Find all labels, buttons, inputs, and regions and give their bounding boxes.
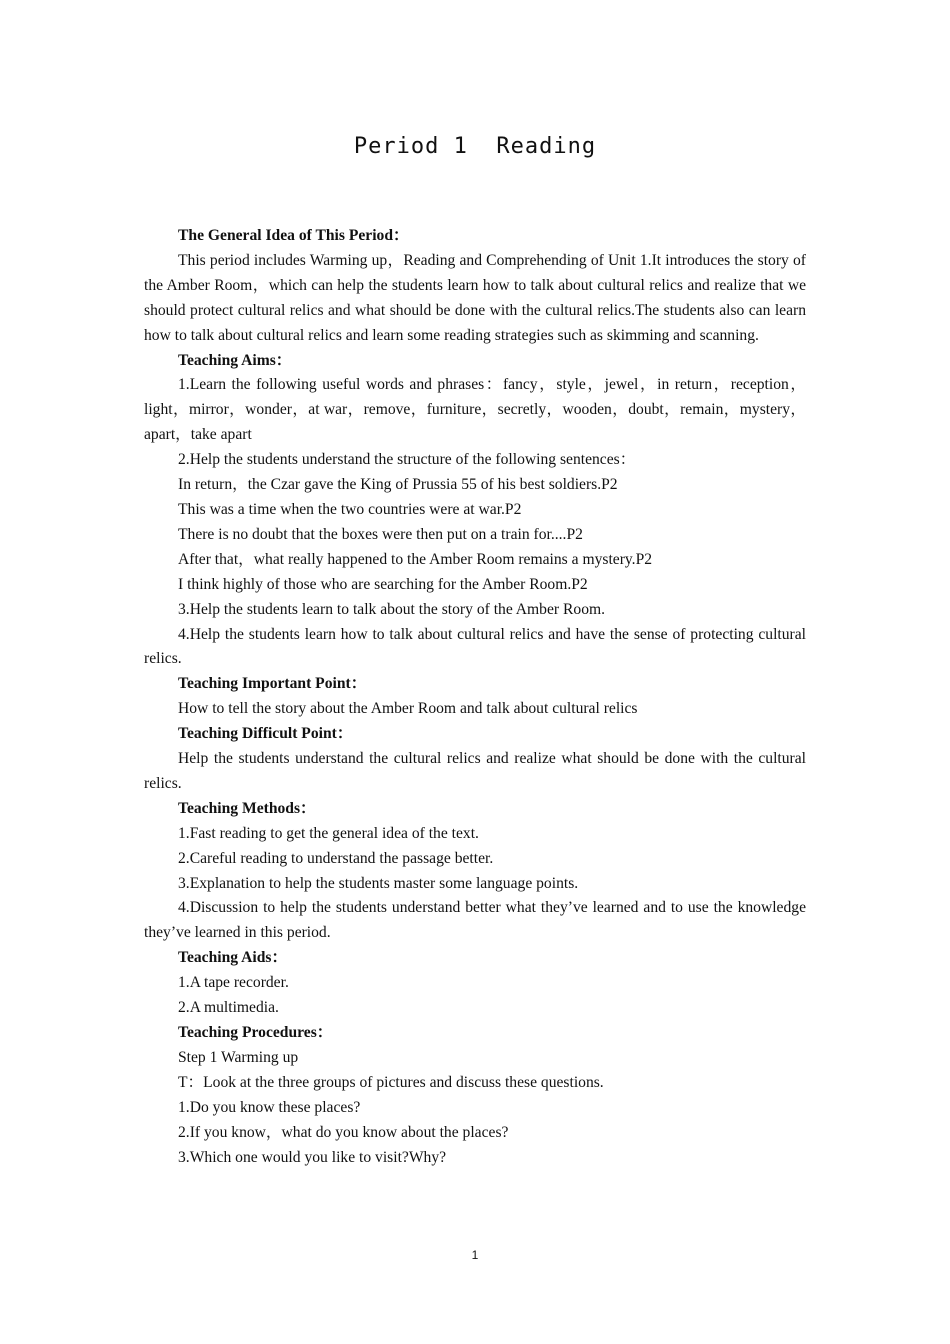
aids-heading: Teaching Aids： <box>178 949 288 967</box>
procedures-item: 2.If you know，what do you know about the places? <box>178 1123 509 1141</box>
methods-item: 2.Careful reading to understand the passage better. <box>178 849 494 867</box>
teaching-aims-heading: Teaching Aims： <box>178 351 292 369</box>
difficult-point-text: Help the students understand the cultural relics and realize what should be done with the cultural relics. <box>144 750 806 792</box>
aims-item: This was a time when the two countries were at war.P2 <box>178 500 522 518</box>
aims-item: After that，what really happened to the Amber Room remains a mystery.P2 <box>178 550 653 568</box>
important-point-heading: Teaching Important Point： <box>178 675 367 693</box>
aids-item: 2.A multimedia. <box>178 999 279 1017</box>
methods-item: 1.Fast reading to get the general idea of the text. <box>178 824 479 842</box>
difficult-point-heading: Teaching Difficult Point： <box>178 725 353 743</box>
procedures-heading: Teaching Procedures： <box>178 1024 333 1041</box>
aims-item: 4.Help the students learn how to talk about cultural relics and have the sense of protecting cultural relics. <box>144 625 806 668</box>
methods-heading: Teaching Methods： <box>178 799 316 817</box>
procedures-item: T：Look at the three groups of pictures and discuss these questions. <box>178 1073 604 1091</box>
methods-item: 3.Explanation to help the students master some language points. <box>178 874 579 892</box>
procedures-item: Step 1 Warming up <box>178 1048 299 1066</box>
important-point-text: How to tell the story about the Amber Room and talk about cultural relics <box>178 700 638 718</box>
aids-item: 1.A tape recorder. <box>178 974 289 992</box>
methods-item: 4.Discussion to help the students understand better what they’ve learned and to use the knowledge they’ve learned in this period. <box>144 899 806 942</box>
aims-item: 2.Help the students understand the structure of the following sentences： <box>178 451 636 469</box>
aims-item: 3.Help the students learn to talk about the story of the Amber Room. <box>178 600 606 618</box>
aims-item: I think highly of those who are searching for the Amber Room.P2 <box>178 575 588 593</box>
general-idea-heading: The General Idea of This Period： <box>178 227 409 244</box>
document-body <box>144 224 806 1170</box>
procedures-item: 3.Which one would you like to visit?Why? <box>178 1148 447 1166</box>
general-idea-text: This period includes Warming up，Reading and Comprehending of Unit 1.It introduces the story of the Amber Room，which can help the students learn how to talk about cultural relics and realize that we should protect cultural relics and what should be done with the cultural relics.The students also can learn how to talk about cultural relics and learn some reading strategies such as skimming and scanning. <box>144 251 806 344</box>
page-title: Period 1 Reading <box>353 134 597 159</box>
aims-item: In return，the Czar gave the King of Prussia 55 of his best soldiers.P2 <box>178 476 618 494</box>
aims-item: 1.Learn the following useful words and phrases：fancy，style，jewel，in return，reception，light，mirror，wonder，at war，remove，furniture，secretly，wooden，doubt，remain，mystery，apart，take apart <box>144 376 806 444</box>
procedures-item: 1.Do you know these places? <box>178 1098 361 1116</box>
page-number: 1 <box>471 1248 479 1262</box>
aims-item: There is no doubt that the boxes were then put on a train for....P2 <box>178 525 583 543</box>
